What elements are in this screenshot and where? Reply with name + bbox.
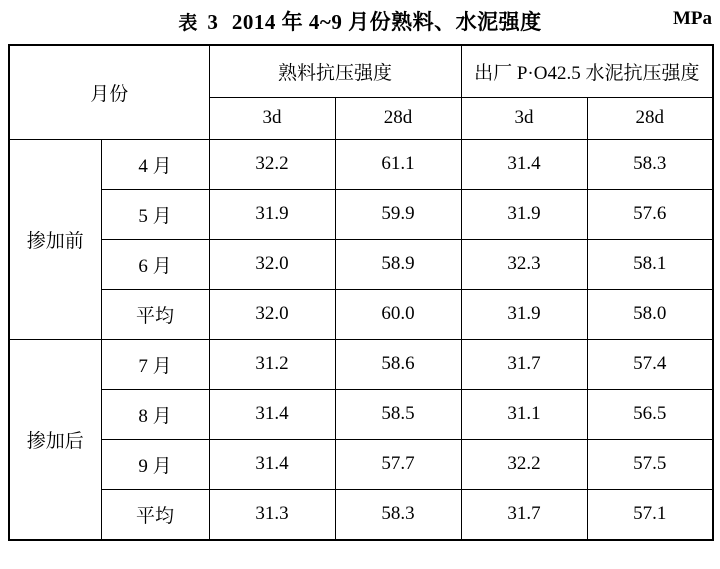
cell-clinker-3d: 31.9 bbox=[209, 189, 335, 239]
cell-clinker-3d: 31.2 bbox=[209, 339, 335, 389]
caption-title: 2014 年 4~9 月份熟料、水泥强度 bbox=[231, 10, 542, 34]
strength-table bbox=[8, 44, 714, 541]
cell-cement-28d: 57.5 bbox=[587, 439, 713, 489]
cell-clinker-28d: 59.9 bbox=[335, 189, 461, 239]
cell-cement-28d: 58.0 bbox=[587, 289, 713, 339]
table-row bbox=[9, 389, 713, 439]
header-age-cement-3d: 3d bbox=[461, 97, 587, 139]
cell-cement-3d: 31.9 bbox=[461, 189, 587, 239]
cell-clinker-28d: 57.7 bbox=[335, 439, 461, 489]
row-month: 平均 bbox=[101, 489, 209, 540]
row-month: 7 月 bbox=[101, 339, 209, 389]
cell-clinker-3d: 31.3 bbox=[209, 489, 335, 540]
cell-cement-3d: 32.2 bbox=[461, 439, 587, 489]
caption-label: 表 bbox=[178, 13, 198, 34]
header-age-cement-28d: 28d bbox=[587, 97, 713, 139]
cell-cement-28d: 57.6 bbox=[587, 189, 713, 239]
table-row bbox=[9, 189, 713, 239]
section-label-before: 掺加前 bbox=[9, 139, 101, 339]
cell-cement-28d: 58.3 bbox=[587, 139, 713, 189]
cell-cement-28d: 57.4 bbox=[587, 339, 713, 389]
cell-cement-28d: 56.5 bbox=[587, 389, 713, 439]
table-row bbox=[9, 239, 713, 289]
cell-clinker-3d: 31.4 bbox=[209, 439, 335, 489]
row-month: 平均 bbox=[101, 289, 209, 339]
row-month: 4 月 bbox=[101, 139, 209, 189]
table-row-average bbox=[9, 289, 713, 339]
table-row bbox=[9, 339, 713, 389]
cell-clinker-28d: 58.5 bbox=[335, 389, 461, 439]
cell-cement-3d: 31.9 bbox=[461, 289, 587, 339]
cell-cement-3d: 31.7 bbox=[461, 489, 587, 540]
table-row bbox=[9, 139, 713, 189]
cell-cement-3d: 32.3 bbox=[461, 239, 587, 289]
row-month: 9 月 bbox=[101, 439, 209, 489]
table-header-row-groups bbox=[9, 45, 713, 97]
cell-clinker-28d: 60.0 bbox=[335, 289, 461, 339]
table-row bbox=[9, 439, 713, 489]
row-month: 5 月 bbox=[101, 189, 209, 239]
cell-cement-28d: 57.1 bbox=[587, 489, 713, 540]
cell-cement-28d: 58.1 bbox=[587, 239, 713, 289]
cell-cement-3d: 31.7 bbox=[461, 339, 587, 389]
cell-clinker-3d: 32.0 bbox=[209, 239, 335, 289]
cell-clinker-3d: 31.4 bbox=[209, 389, 335, 439]
caption-unit: MPa bbox=[672, 8, 712, 29]
caption-number: 3 bbox=[207, 10, 218, 34]
cell-clinker-3d: 32.0 bbox=[209, 289, 335, 339]
cell-clinker-28d: 58.3 bbox=[335, 489, 461, 540]
cell-clinker-28d: 61.1 bbox=[335, 139, 461, 189]
header-age-clinker-3d: 3d bbox=[209, 97, 335, 139]
cell-clinker-3d: 32.2 bbox=[209, 139, 335, 189]
section-label-after: 掺加后 bbox=[9, 339, 101, 540]
cell-cement-3d: 31.4 bbox=[461, 139, 587, 189]
row-month: 6 月 bbox=[101, 239, 209, 289]
header-group-cement: 出厂 P·O42.5 水泥抗压强度 bbox=[461, 45, 713, 97]
table-row-average bbox=[9, 489, 713, 540]
table-caption bbox=[0, 0, 720, 44]
header-month: 月份 bbox=[9, 45, 209, 139]
cell-clinker-28d: 58.9 bbox=[335, 239, 461, 289]
header-age-clinker-28d: 28d bbox=[335, 97, 461, 139]
header-group-clinker: 熟料抗压强度 bbox=[209, 45, 461, 97]
row-month: 8 月 bbox=[101, 389, 209, 439]
cell-clinker-28d: 58.6 bbox=[335, 339, 461, 389]
cell-cement-3d: 31.1 bbox=[461, 389, 587, 439]
